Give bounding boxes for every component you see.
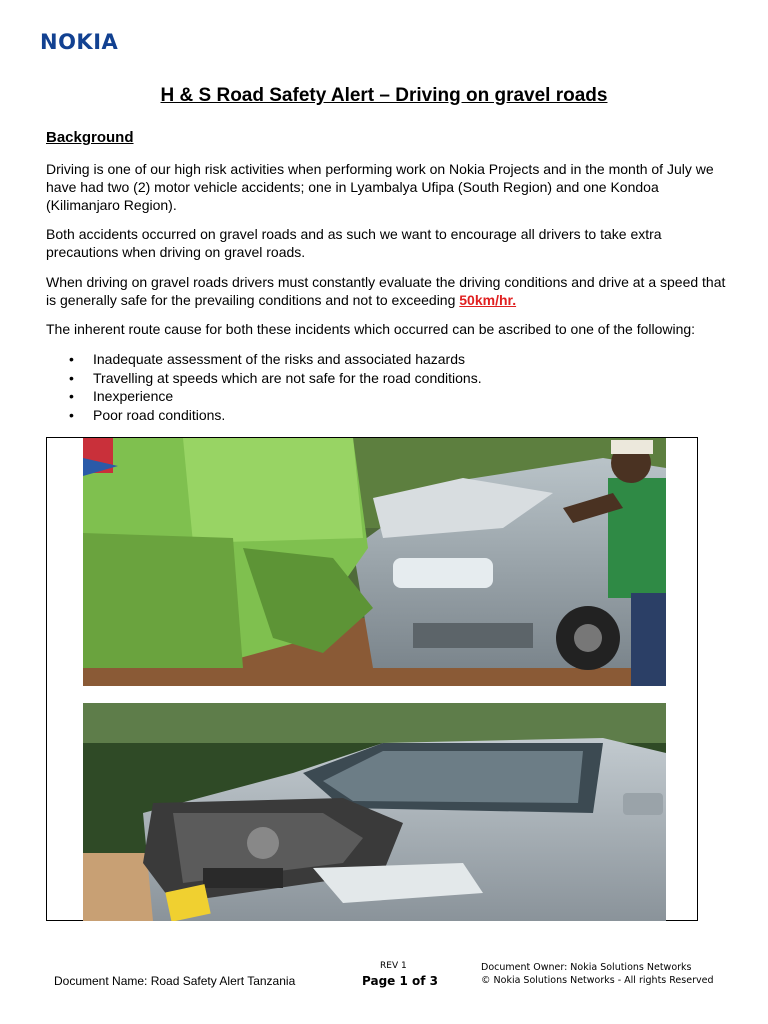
accident-photo-truck-collision	[83, 438, 666, 686]
list-item: • Poor road conditions.	[46, 406, 482, 425]
paragraph-root-cause: The inherent route cause for both these incidents which occurred can be ascribed to one of the following:	[46, 321, 696, 337]
list-item: • Inexperience	[46, 387, 482, 406]
footer-owner	[481, 961, 713, 987]
root-cause-list	[46, 350, 482, 424]
nokia-logo: NOKIA	[40, 30, 119, 54]
speed-limit-highlight: 50km/hr.	[459, 292, 517, 308]
section-heading-background: Background	[46, 129, 134, 146]
footer-page-number: Page 1 of 3	[362, 974, 438, 988]
footer-owner-text: Document Owner: Nokia Solutions Networks	[481, 962, 692, 973]
list-item: • Inadequate assessment of the risks and associated hazards	[46, 350, 482, 369]
list-item: • Travelling at speeds which are not safe for the road conditions.	[46, 369, 482, 388]
paragraph-precautions: Both accidents occurred on gravel roads and as such we want to encourage all drivers to take extra precautions when driving on gravel roads.	[46, 226, 662, 260]
footer-revision: REV 1	[380, 961, 407, 971]
accident-photo-damaged-pickup	[83, 703, 666, 921]
paragraph-speed-limit	[46, 273, 726, 309]
footer-copyright: © Nokia Solutions Networks - All rights Reserved	[481, 975, 714, 986]
paragraph-speed-text: When driving on gravel roads drivers must constantly evaluate the driving conditions and drive at a speed that is generally safe for the prevailing conditions and not to exceeding	[46, 274, 726, 308]
footer-document-name: Document Name: Road Safety Alert Tanzania	[54, 974, 296, 988]
document-title: H & S Road Safety Alert – Driving on gravel roads	[160, 85, 608, 106]
accident-photos-frame	[46, 437, 698, 921]
paragraph-incidents: Driving is one of our high risk activities when performing work on Nokia Projects and in the month of July we have had two (2) motor vehicle accidents; one in Lyambalya Ufipa (South Region) and one Kondoa (Kilimanjaro Region).	[46, 161, 714, 213]
